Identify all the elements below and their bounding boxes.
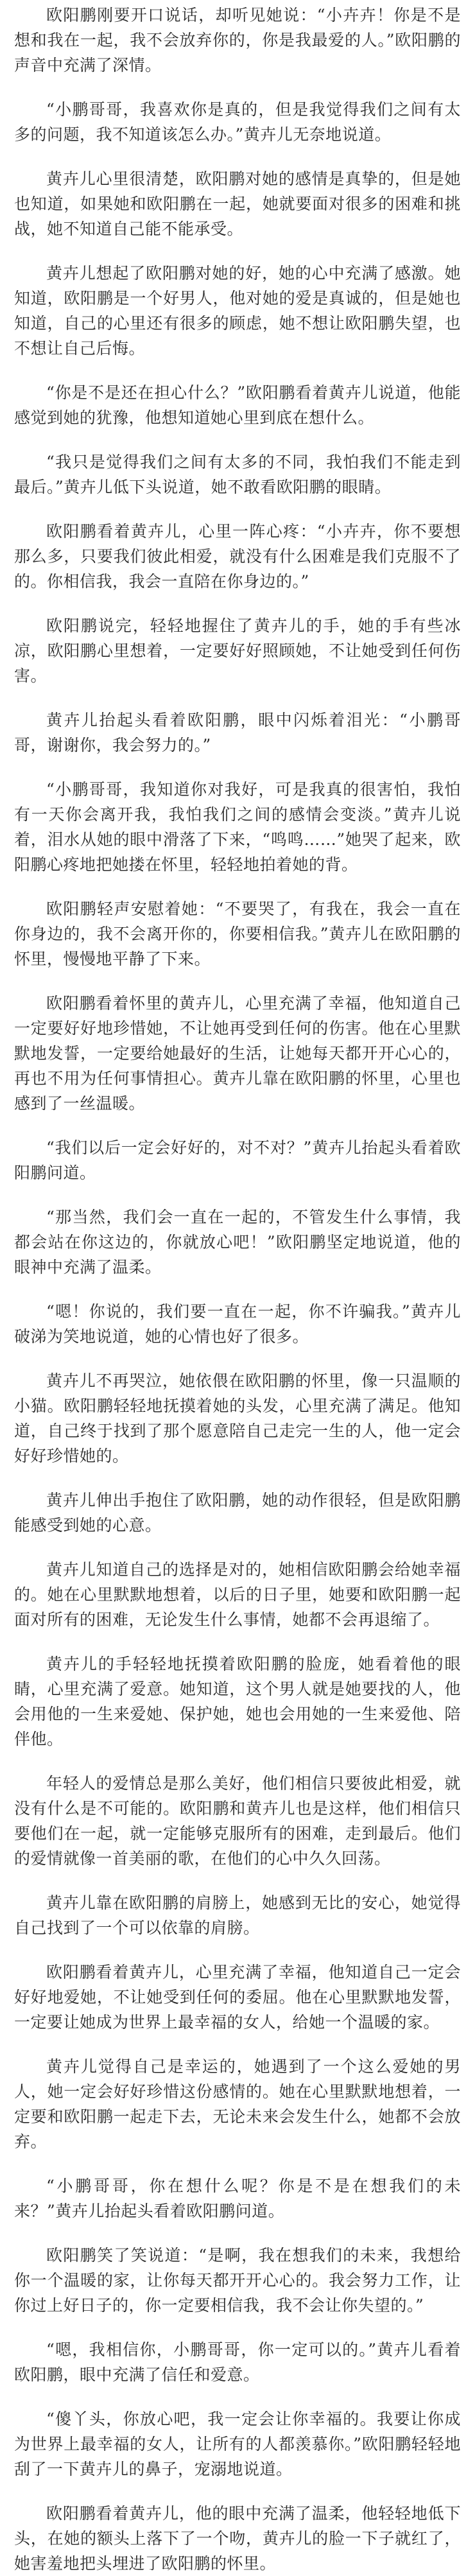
paragraph: 黄卉儿的手轻轻地抚摸着欧阳鹏的脸庞，她看着他的眼睛，心里充满了爱意。她知道，这个男人就是她要找的人，他会用他的一生来爱她、保护她，她也会用她的一生来爱他、陪伴他。: [14, 1655, 461, 1748]
paragraph: 黄卉儿知道自己的选择是对的，她相信欧阳鹏会给她幸福的。她在心里默默地想着，以后的日子里，她要和欧阳鹏一起面对所有的困难，无论发生什么事情，她都不会再退缩了。: [14, 1560, 461, 1629]
paragraph: “小鹏哥哥，你在想什么呢？你是不是在想我们的未来？”黄卉儿抬起头看着欧阳鹏问道。: [14, 2177, 461, 2220]
paragraph: 欧阳鹏看着黄卉儿，他的眼中充满了温柔，他轻轻地低下头，在她的额头上落下了一个吻，黄卉儿的脸一下子就红了，她害羞地把头埋进了欧阳鹏的怀里。: [14, 2504, 461, 2573]
paragraph: 欧阳鹏笑了笑说道：“是啊，我在想我们的未来，我想给你一个温暖的家，让你每天都开开心心的。我会努力工作，让你过上好日子的，你一定要相信我，我不会让你失望的。”: [14, 2246, 461, 2315]
paragraph: 黄卉儿伸出手抱住了欧阳鹏，她的动作很轻，但是欧阳鹏能感受到她的心意。: [14, 1491, 461, 1535]
paragraph: “小鹏哥哥，我知道你对我好，可是我真的很害怕，我怕有一天你会离开我，我怕我们之间的感情会变淡。”黄卉儿说着，泪水从她的眼中滑落了下来，“鸣鸣……”她哭了起来，欧阳鹏心疼地把她搂在怀里，轻轻地拍着她的背。: [14, 780, 461, 874]
paragraph: 欧阳鹏轻声安慰着她：“不要哭了，有我在，我会一直在你身边的，我不会离开你的，你要相信我。”黄卉儿在欧阳鹏的怀里，慢慢地平静了下来。: [14, 900, 461, 968]
paragraph: “我们以后一定会好好的，对不对？”黄卉儿抬起头看着欧阳鹏问道。: [14, 1138, 461, 1182]
paragraph: “我只是觉得我们之间有太多的不同，我怕我们不能走到最后。”黄卉儿低下头说道，她不敢看欧阳鹏的眼睛。: [14, 453, 461, 496]
paragraph: 黄卉儿抬起头看着欧阳鹏，眼中闪烁着泪光：“小鹏哥哥，谢谢你，我会努力的。”: [14, 711, 461, 754]
paragraph: 黄卉儿靠在欧阳鹏的肩膀上，她感到无比的安心，她觉得自己找到了一个可以依靠的肩膀。: [14, 1893, 461, 1937]
paragraph: “嗯，我相信你，小鹏哥哥，你一定可以的。”黄卉儿看着欧阳鹏，眼中充满了信任和爱意。: [14, 2340, 461, 2384]
paragraph: 年轻人的爱情总是那么美好，他们相信只要彼此相爱，就没有什么是不可能的。欧阳鹏和黄卉儿也是这样，他们相信只要他们在一起，就一定能够克服所有的困难，走到最后。他们的爱情就像一首美丽的歌，在他们的心中久久回荡。: [14, 1774, 461, 1868]
paragraph: “你是不是还在担心什么？”欧阳鹏看着黄卉儿说道，他能感觉到她的犹豫，他想知道她心里到底在想什么。: [14, 383, 461, 427]
paragraph: 欧阳鹏看着黄卉儿，心里充满了幸福，他知道自己一定会好好地爱她，不让她受到任何的委屈。他在心里默默地发誓，一定要让她成为世界上最幸福的女人，给她一个温暖的家。: [14, 1963, 461, 2032]
paragraph: 黄卉儿觉得自己是幸运的，她遇到了一个这么爱她的男人，她一定会好好珍惜这份感情的。她在心里默默地想着，一定要和欧阳鹏一起走下去，无论未来会发生什么，她都不会放弃。: [14, 2057, 461, 2151]
paragraph: “傻丫头，你放心吧，我一定会让你幸福的。我要让你成为世界上最幸福的女人，让所有的人都羡慕你。”欧阳鹏轻轻地刮了一下黄卉儿的鼻子，宠溺地说道。: [14, 2410, 461, 2478]
paragraph: 欧阳鹏看着黄卉儿，心里一阵心疼：“小卉卉，你不要想那么多，只要我们彼此相爱，就没有什么困难是我们克服不了的。你相信我，我会一直陪在你身边的。”: [14, 522, 461, 591]
paragraph: “那当然，我们会一直在一起的，不管发生什么事情，我都会站在你这边的，你就放心吧！”欧阳鹏坚定地说道，他的眼神中充满了温柔。: [14, 1208, 461, 1276]
paragraph: 黄卉儿想起了欧阳鹏对她的好，她的心中充满了感激。她知道，欧阳鹏是一个好男人，他对她的爱是真诚的，但是她也知道，自己的心里还有很多的顾虑，她不想让欧阳鹏失望，也不想让自己后悔。: [14, 264, 461, 358]
paragraph: 欧阳鹏看着怀里的黄卉儿，心里充满了幸福，他知道自己一定要好好地珍惜她，不让她再受到任何的伤害。他在心里默默地发誓，一定要给她最好的生活，让她每天都开开心心的，再也不用为任何事情担心。黄卉儿靠在欧阳鹏的怀里，心里也感到了一丝温暖。: [14, 994, 461, 1113]
paragraph: 黄卉儿不再哭泣，她依偎在欧阳鹏的怀里，像一只温顺的小猫。欧阳鹏轻轻地抚摸着她的头发，心里充满了满足。他知道，自己终于找到了那个愿意陪自己走完一生的人，他一定会好好珍惜她的。: [14, 1371, 461, 1465]
paragraph: “小鹏哥哥，我喜欢你是真的，但是我觉得我们之间有太多的问题，我不知道该怎么办。”黄卉儿无奈地说道。: [14, 100, 461, 144]
paragraph: 黄卉儿心里很清楚，欧阳鹏对她的感情是真挚的，但是她也知道，如果她和欧阳鹏在一起，她就要面对很多的困难和挑战，她不知道自己能不能承受。: [14, 170, 461, 238]
paragraph: “嗯！你说的，我们要一直在一起，你不许骗我。”黄卉儿破涕为笑地说道，她的心情也好了很多。: [14, 1302, 461, 1346]
paragraph: 欧阳鹏刚要开口说话，却听见她说：“小卉卉！你是不是想和我在一起，我不会放弃你的，你是我最爱的人。”欧阳鹏的声音中充满了深情。: [14, 6, 461, 74]
paragraph: 欧阳鹏说完，轻轻地握住了黄卉儿的手，她的手有些冰凉，欧阳鹏心里想着，一定要好好照顾她，不让她受到任何伤害。: [14, 616, 461, 685]
